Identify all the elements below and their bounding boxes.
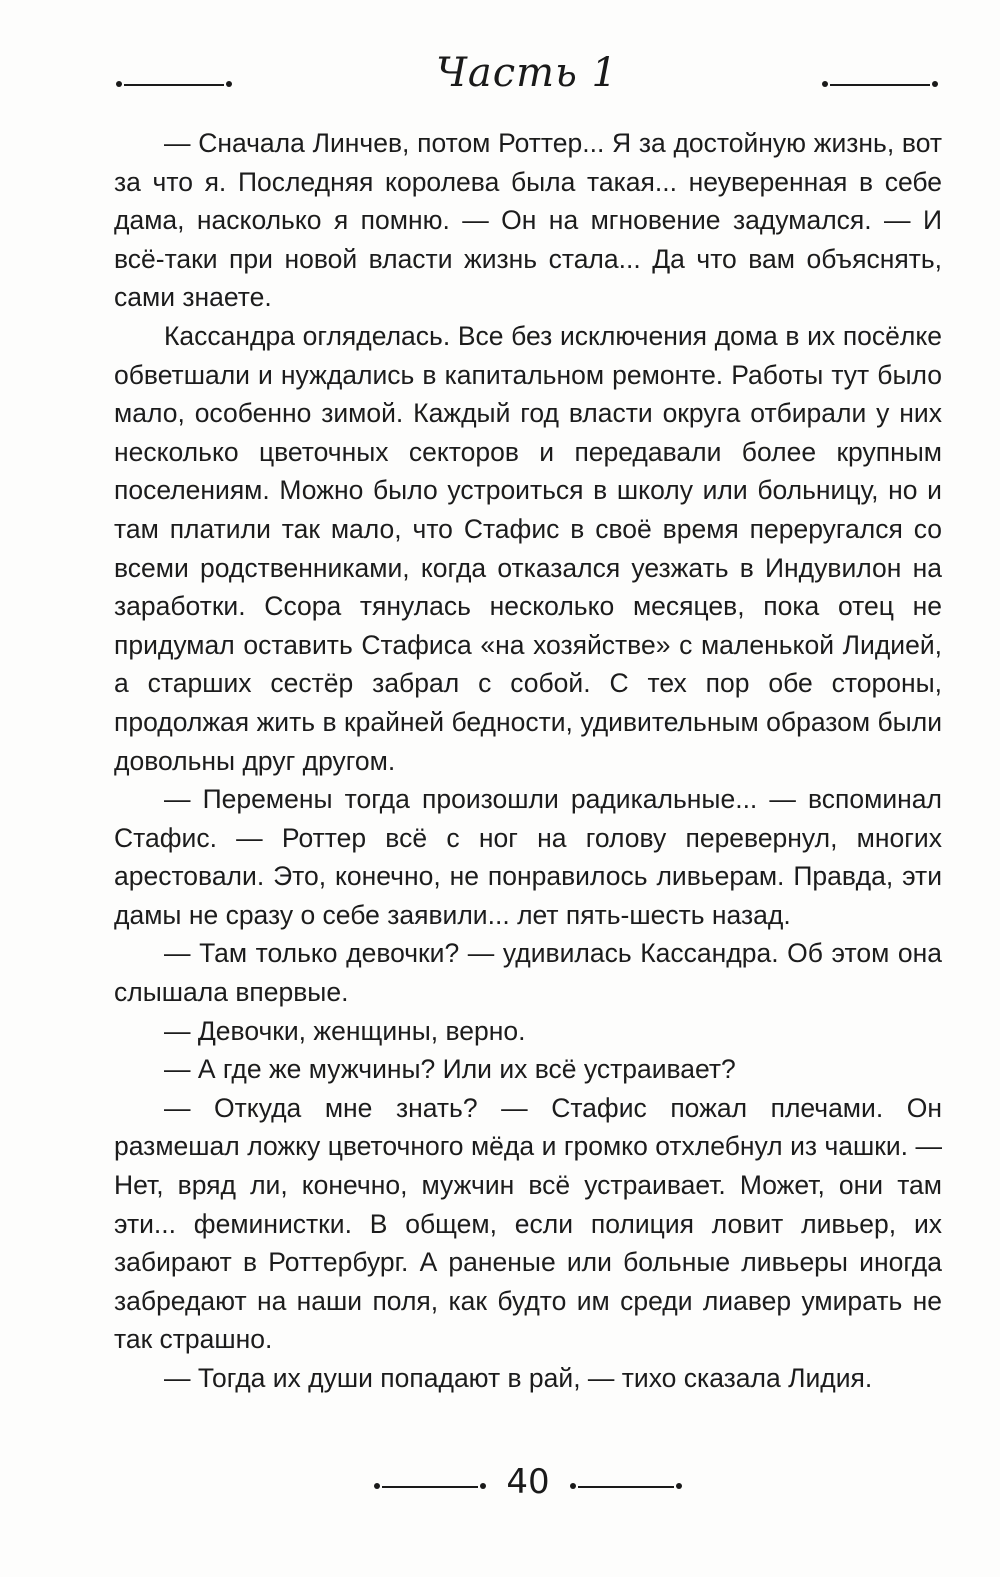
- running-header: [112, 42, 942, 122]
- page-body: [114, 124, 942, 1398]
- page-number: 40: [506, 1462, 550, 1502]
- paragraph: Кассандра огляделась. Все без исключения дома в их посёлке обветшали и нуждались в капитальном ремонте. Работы тут было мало, особенно зимой. Каждый год власти округа отбирали у них несколько цветочных секторов и передавали более крупным поселениям. Можно было устроиться в школу или больницу, но и там платили так мало, что Стафис в своё время переругался со всеми родственниками, когда отказался уезжать в Индувилон на заработки. Ссора тянулась несколько месяцев, пока отец не придумал оставить Стафиса «на хозяйстве» с маленькой Лидией, а старших сестёр забрал с собой. С тех пор обе стороны, продолжая жить в крайней бедности, удивительным образом были довольны друг другом.: [114, 320, 942, 776]
- chapter-title: Часть 1: [435, 50, 619, 96]
- paragraph: — Тогда их души попадают в рай, — тихо сказала Лидия.: [164, 1363, 873, 1393]
- paragraph: — А где же мужчины? Или их всё устраивает?: [164, 1054, 736, 1085]
- paragraph: — Откуда мне знать? — Стафис пожал плечами. Он размешал ложку цветочного мёда и громко отхлебнул из чашки. — Нет, вряд ли, конечно, мужчин всё устраивает. Может, они там эти... феминистки. В общем, если полиция ловит ливьер, их забирают в Роттербург. А раненые или больные ливьеры иногда забредают на наши поля, как будто им среди лиавер умирать не так страшно.: [114, 1092, 942, 1355]
- header-ornament-right: [830, 84, 930, 86]
- paragraph: — Перемены тогда произошли радикальные... — вспоминал Стафис. — Роттер всё с ног на голову перевернул, многих арестовали. Это, конечно, не понравилось ливьерам. Правда, эти дамы не сразу о себе заявили... лет пять-шесть назад.: [114, 784, 942, 930]
- paragraph: — Девочки, женщины, верно.: [164, 1015, 526, 1046]
- paragraph: — Сначала Линчев, потом Роттер... Я за достойную жизнь, вот за что я. Последняя королева была такая... неуверенная в себе дама, насколько я помню. — Он на мгновение задумался. — И всё-таки при новой власти жизнь стала... Да что вам объяснять, сами знаете.: [114, 128, 942, 313]
- page-footer: [370, 1462, 686, 1512]
- paragraph: — Там только девочки? — удивилась Кассандра. Об этом она слышала впервые.: [114, 938, 942, 1008]
- footer-ornament-right: [578, 1486, 674, 1488]
